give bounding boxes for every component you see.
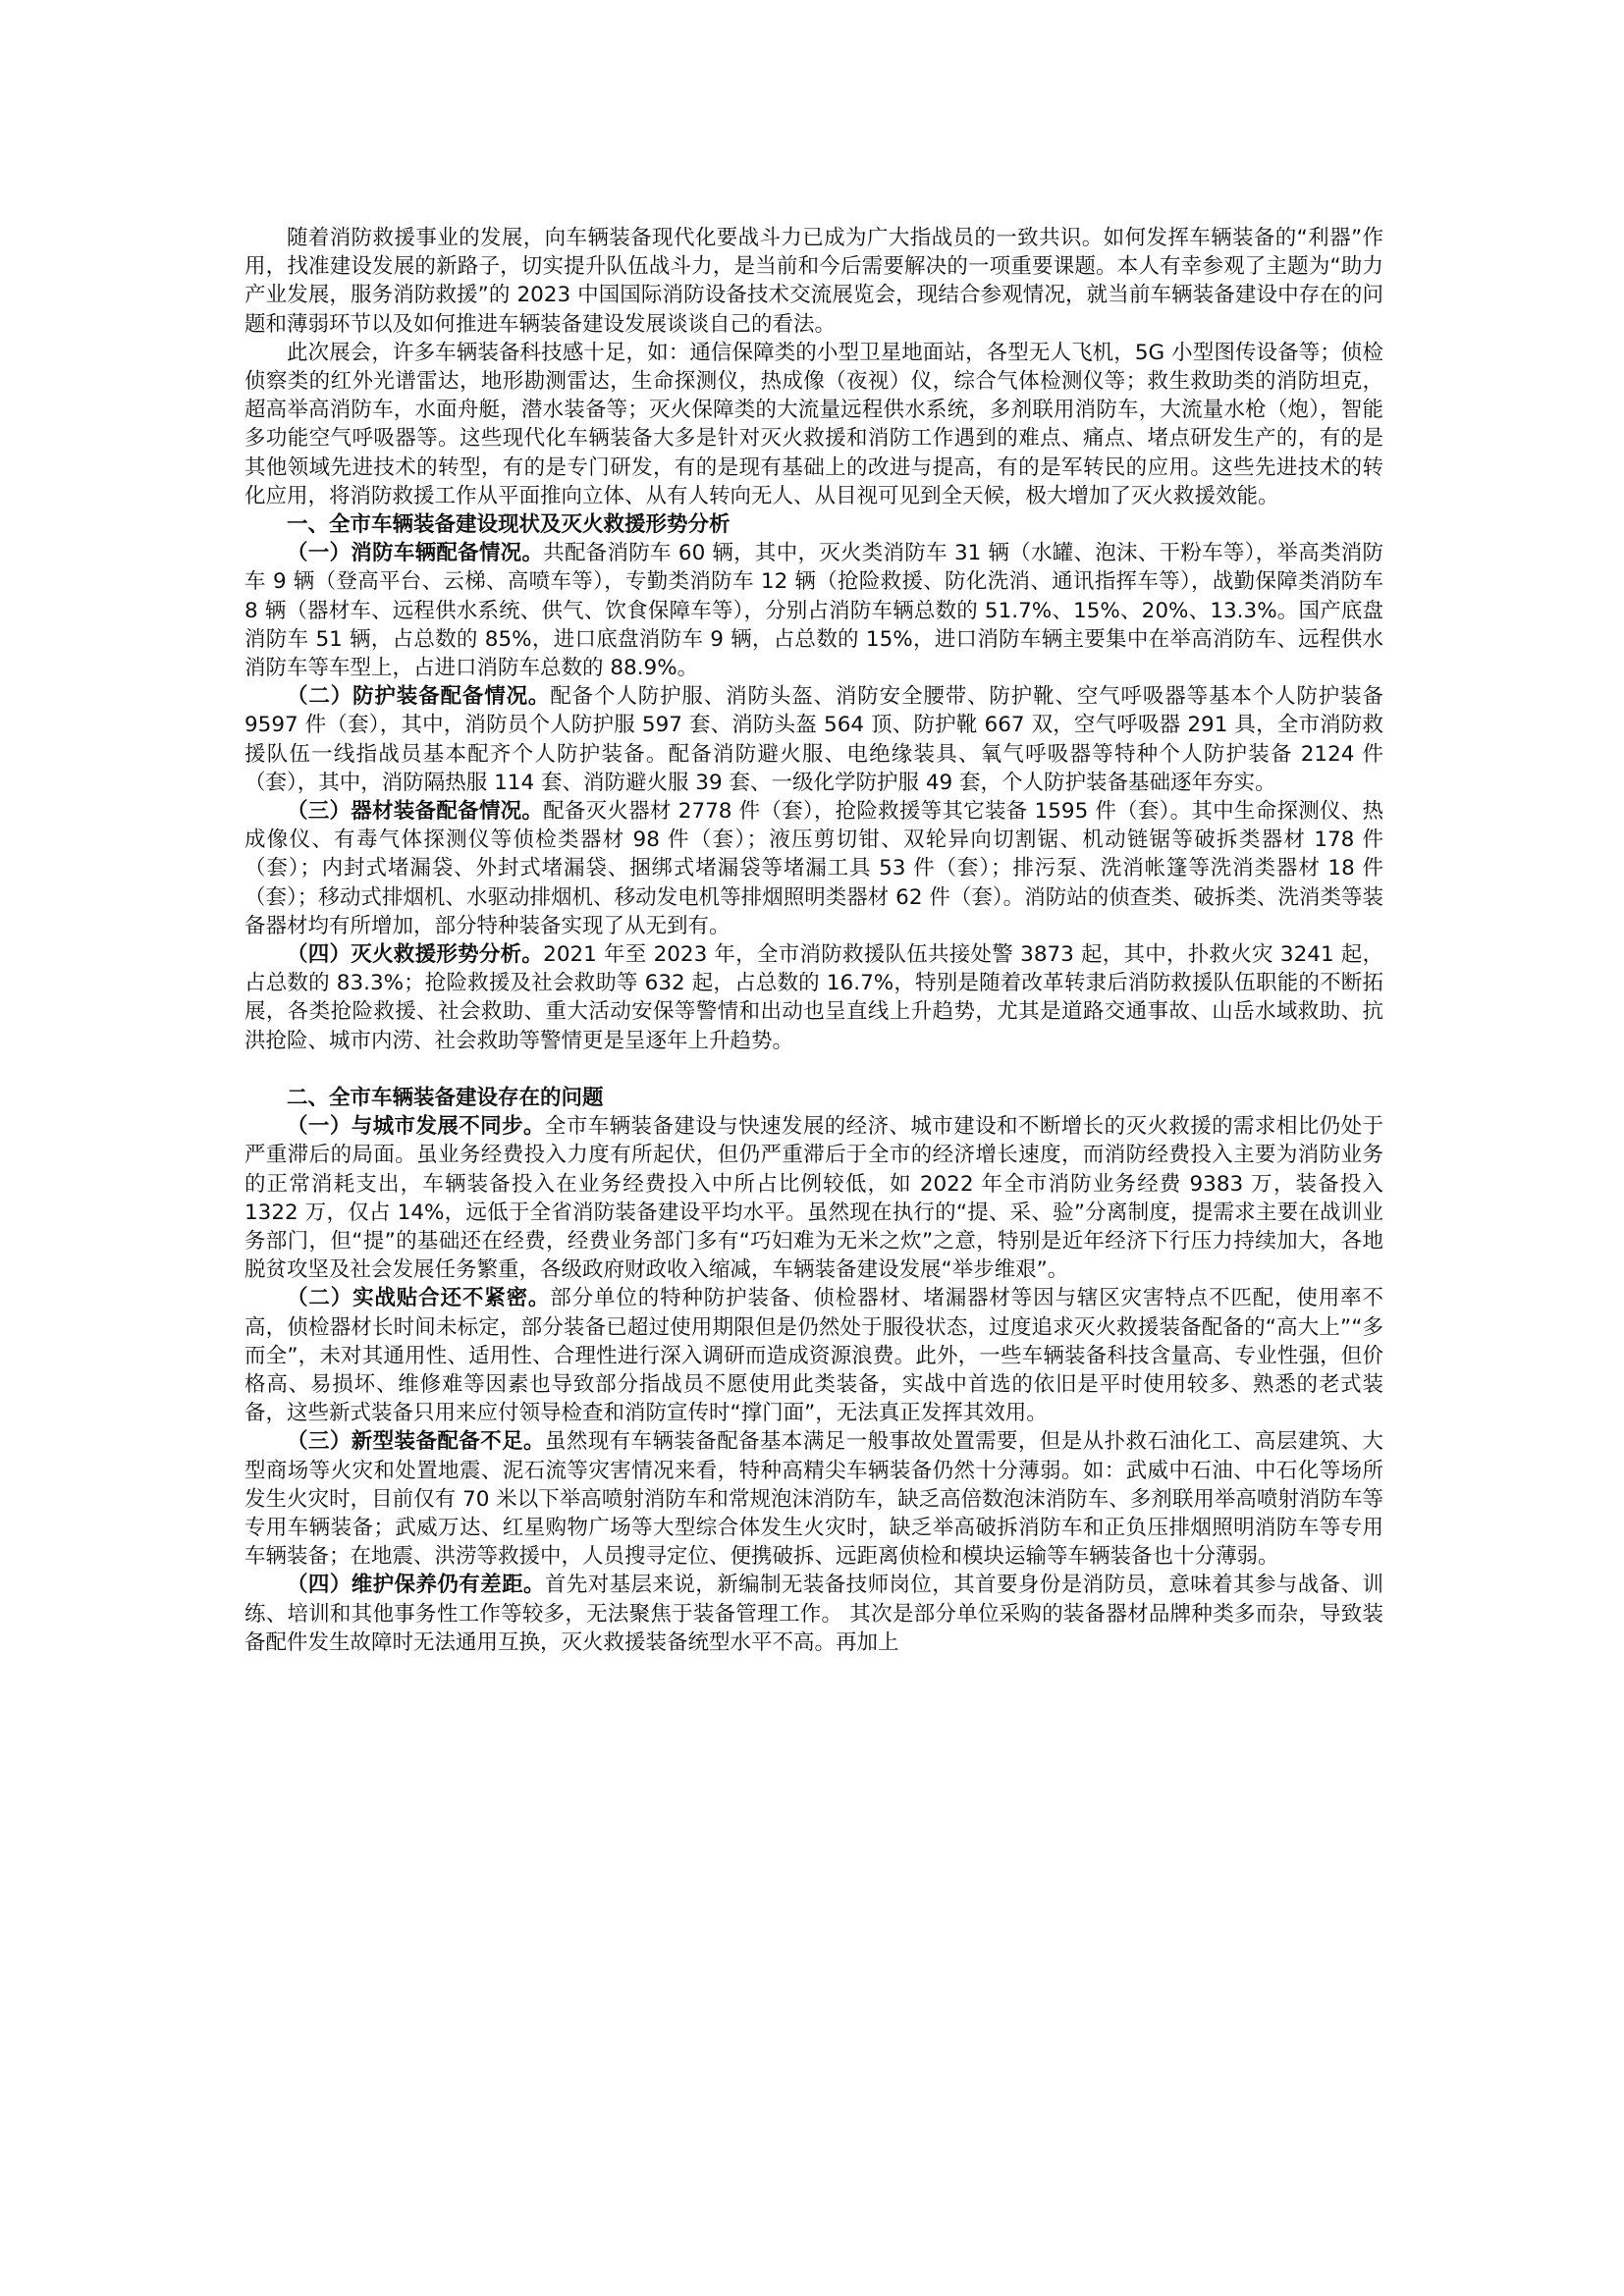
item-lead: （一）与城市发展不同步。 bbox=[287, 1114, 545, 1140]
intro-paragraph-1: 随着消防救援事业的发展，向车辆装备现代化要战斗力已成为广大指战员的一致共识。如何发挥车辆装备的“利器”作用，找准建设发展的新路子，切实提升队伍战斗力，是当前和今后需要解决的一项重要课题。本人有幸参观了主题为“助力产业发展，服务消防救援”的 2023 中国国际消防设备技术交流展览会，现结合参观情况，就当前车辆装备建设中存在的问题和薄弱环节以及如何推进车辆装备建设发展谈谈自己的看法。 bbox=[244, 226, 1383, 337]
item-body: 配备个人防护服、消防头盔、消防安全腰带、防护靴、空气呼吸器等基本个人防护装备 9597 件（套），其中，消防员个人防护服 597 套、消防头盔 564 顶、防护靴 667 双，空气呼吸器 291 具，全市消防救援队伍一线指战员基本配齐个人防护装备。配备消防避火服、电绝缘装具、氧气呼吸器等特种个人防护装备 2124 件（套），其中，消防隔热服 114 套、消防避火服 39 套、一级化学防护服 49 套，个人防护装备基础逐年夯实。 bbox=[244, 684, 1383, 795]
item-body: 部分单位的特种防护装备、侦检器材、堵漏器材等因与辖区灾害特点不匹配，使用率不高，侦检器材长时间未标定，部分装备已超过使用期限但是仍然处于服役状态，过度追求灭火救援装备配备的“高大上”“多而全”，未对其通用性、适用性、合理性进行深入调研而造成资源浪费。此外，一些车辆装备科技含量高、专业性强，但价格高、易损坏、维修难等因素也导致部分指战员不愿使用此类装备，实战中首选的依旧是平时使用较多、熟悉的老式装备，这些新式装备只用来应付领导检查和消防宣传时“撑门面”，无法真正发挥其效用。 bbox=[244, 1286, 1383, 1426]
section-1-item-3 bbox=[244, 797, 1383, 940]
item-lead: （四）灭火救援形势分析。 bbox=[287, 942, 544, 968]
item-lead: （四）维护保养仍有差距。 bbox=[287, 1573, 545, 1598]
section-2-item-1 bbox=[244, 1112, 1383, 1284]
section-1-item-2 bbox=[244, 682, 1383, 797]
section-1-heading: 一、全市车辆装备建设现状及灭火救援形势分析 bbox=[287, 512, 731, 538]
item-body: 全市车辆装备建设与快速发展的经济、城市建设和不断增长的灭火救援的需求相比仍处于严重滞后的局面。虽业务经费投入力度有所起伏，但仍严重滞后于全市的经济增长速度，而消防经费投入主要为消防业务的正常消耗支出，车辆装备投入在业务经费投入中所占比例较低，如 2022 年全市消防业务经费 9383 万，装备投入 1322 万，仅占 14%，远低于全省消防装备建设平均水平。虽然现在执行的“提、采、验”分离制度，提需求主要在战训业务部门，但“提”的基础还在经费，经费业务部门多有“巧妇难为无米之炊”之意，特别是近年经济下行压力持续加大，各地脱贫攻坚及社会发展任务繁重，各级政府财政收入缩减，车辆装备建设发展“举步维艰”。 bbox=[244, 1114, 1383, 1283]
item-lead: （一）消防车辆配备情况。 bbox=[287, 541, 544, 566]
document-page bbox=[244, 224, 1383, 1657]
item-body: 共配备消防车 60 辆，其中，灭火类消防车 31 辆（水罐、泡沫、干粉车等），举高类消防车 9 辆（登高平台、云梯、高喷车等），专勤类消防车 12 辆（抢险救援、防化洗消、通讯指挥车等），战勤保障类消防车 8 辆（器材车、远程供水系统、供气、饮食保障车等），分别占消防车辆总数的 51.7%、15%、20%、13.3%。国产底盘消防车 51 辆，占总数的 85%，进口底盘消防车 9 辆，占总数的 15%，进口消防车辆主要集中在举高消防车、远程供水消防车等车型上，占进口消防车总数的 88.9%。 bbox=[244, 541, 1383, 681]
item-lead: （二）防护装备配备情况。 bbox=[287, 684, 551, 710]
section-2-item-3 bbox=[244, 1427, 1383, 1571]
intro-paragraph-2: 此次展会，许多车辆装备科技感十足，如：通信保障类的小型卫星地面站，各型无人飞机，5G 小型图传设备等；侦检侦察类的红外光谱雷达，地形勘测雷达，生命探测仪，热成像（夜视）仪，综合气体检测仪等；救生救助类的消防坦克，超高举高消防车，水面舟艇，潜水装备等；灭火保障类的大流量远程供水系统，多剂联用消防车，大流量水枪（炮），智能多功能空气呼吸器等。这些现代化车辆装备大多是针对灭火救援和消防工作遇到的难点、痛点、堵点研发生产的，有的是其他领域先进技术的转型，有的是专门研发，有的是现有基础上的改进与提高，有的是军转民的应用。这些先进技术的转化应用，将消防救援工作从平面推向立体、从有人转向无人、从目视可见到全天候，极大增加了灭火救援效能。 bbox=[244, 340, 1383, 508]
section-1-item-4 bbox=[244, 940, 1383, 1055]
section-2-item-2 bbox=[244, 1284, 1383, 1427]
item-body: 2021 年至 2023 年，全市消防救援队伍共接处警 3873 起，其中，扑救火灾 3241 起，占总数的 83.3%；抢险救援及社会救助等 632 起，占总数的 16.7%，特别是随着改革转隶后消防救援队伍职能的不断拓展，各类抢险救援、社会救助、重大活动安保等警情和出动也呈直线上升趋势，尤其是道路交通事故、山岳水域救助、抗洪抢险、城市内涝、社会救助等警情更是呈逐年上升趋势。 bbox=[244, 942, 1383, 1053]
section-2-heading: 二、全市车辆装备建设存在的问题 bbox=[287, 1085, 604, 1110]
item-body: 首先对基层来说，新编制无装备技师岗位，其首要身份是消防员，意味着其参与战备、训练、培训和其他事务性工作等较多，无法聚焦于装备管理工作。 其次是部分单位采购的装备器材品牌种类多而杂，导致装备配件发生故障时无法通用互换，灭火救援装备统型水平不高。再加上 bbox=[244, 1573, 1383, 1655]
item-body: 配备灭火器材 2778 件（套），抢险救援等其它装备 1595 件（套）。其中生命探测仪、热成像仪、有毒气体探测仪等侦检类器材 98 件（套）；液压剪切钳、双轮异向切割锯、机动链锯等破拆类器材 178 件（套）；内封式堵漏袋、外封式堵漏袋、捆绑式堵漏袋等堵漏工具 53 件（套）；排污泵、洗消帐篷等洗消类器材 18 件（套）；移动式排烟机、水驱动排烟机、移动发电机等排烟照明类器材 62 件（套）。消防站的侦查类、破拆类、洗消类等装备器材均有所增加，部分特种装备实现了从无到有。 bbox=[244, 799, 1383, 938]
section-2-item-4 bbox=[244, 1571, 1383, 1657]
item-body: 虽然现有车辆装备配备基本满足一般事故处置需要，但是从扑救石油化工、高层建筑、大型商场等火灾和处置地震、泥石流等灾害情况来看，特种高精尖车辆装备仍然十分薄弱。如：武威中石油、中石化等场所发生火灾时，目前仅有 70 米以下举高喷射消防车和常规泡沫消防车，缺乏高倍数泡沫消防车、多剂联用举高喷射消防车等专用车辆装备；武威万达、红星购物广场等大型综合体发生火灾时，缺乏举高破拆消防车和正负压排烟照明消防车等专用车辆装备；在地震、洪涝等救援中，人员搜寻定位、便携破拆、远距离侦检和模块运输等车辆装备也十分薄弱。 bbox=[244, 1429, 1383, 1570]
item-lead: （二）实战贴合还不紧密。 bbox=[287, 1286, 551, 1311]
section-1-item-1 bbox=[244, 539, 1383, 682]
item-lead: （三）器材装备配备情况。 bbox=[287, 799, 544, 825]
section-spacer bbox=[244, 1055, 1383, 1084]
item-lead: （三）新型装备配备不足。 bbox=[287, 1429, 545, 1455]
